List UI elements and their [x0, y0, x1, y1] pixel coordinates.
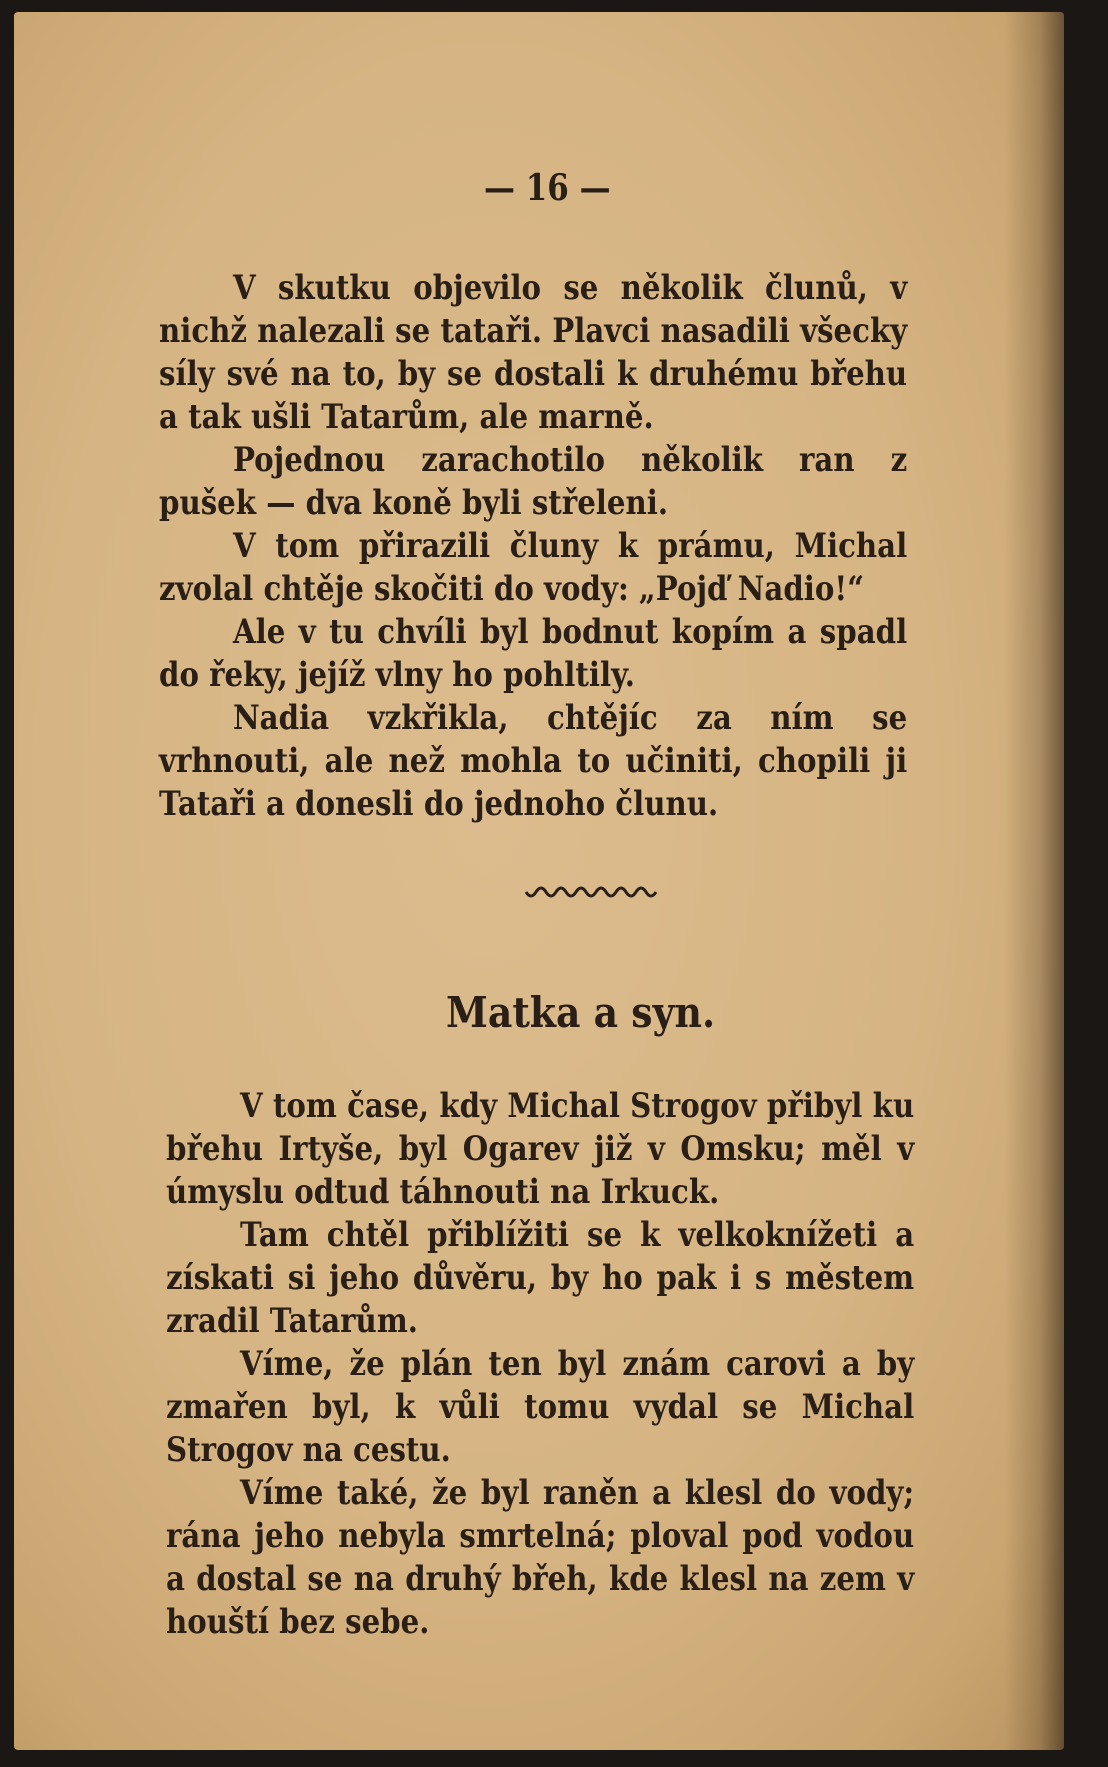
- paragraph: V tom přirazili čluny k prámu, Michal zvolal chtěje skočiti do vody: „Pojď Nadio!“: [159, 526, 908, 609]
- paragraph: Víme také, že byl raněn a klesl do vody; rána jeho nebyla smrtelná; ploval pod vodou a dostal se na druhý břeh, kde klesl na zem v houští bez sebe.: [166, 1473, 915, 1642]
- paragraph: Tam chtěl přiblížiti se k velkoknížeti a získati si jeho důvěru, by ho pak i s městem zradil Tatarům.: [166, 1215, 915, 1341]
- paragraph: Víme, že plán ten byl znám carovi a by zmařen byl, k vůli tomu vydal se Michal Strogov na cestu.: [166, 1344, 915, 1470]
- book-page: [14, 12, 1064, 1750]
- section-2-text: [166, 1085, 914, 1644]
- paragraph: V tom čase, kdy Michal Strogov přibyl ku břehu Irtyše, byl Ogarev již v Omsku; měl v úmyslu odtud táhnouti na Irkuck.: [166, 1086, 915, 1212]
- wavy-ornament-divider: [524, 884, 659, 904]
- paragraph: V skutku objevilo se několik člunů, v nichž nalezali se tataři. Plavci nasadili všecky síly své na to, by se dostali k druhému břehu a tak ušli Tatarům, ale marně.: [159, 268, 908, 437]
- book-spine-shadow: [1004, 12, 1064, 1750]
- section-heading: Matka a syn.: [446, 988, 716, 1037]
- paragraph: Ale v tu chvíli byl bodnut kopím a spadl do řeky, jejíž vlny ho pohltily.: [159, 612, 908, 695]
- paragraph: Pojednou zarachotilo několik ran z pušek — dva koně byli střeleni.: [159, 440, 908, 523]
- paragraph: Nadia vzkřikla, chtějíc za ním se vrhnouti, ale než mohla to učiniti, chopili ji Tataři a donesli do jednoho člunu.: [159, 698, 908, 824]
- section-1-text: [159, 267, 907, 826]
- page-number: — 16 —: [484, 167, 611, 209]
